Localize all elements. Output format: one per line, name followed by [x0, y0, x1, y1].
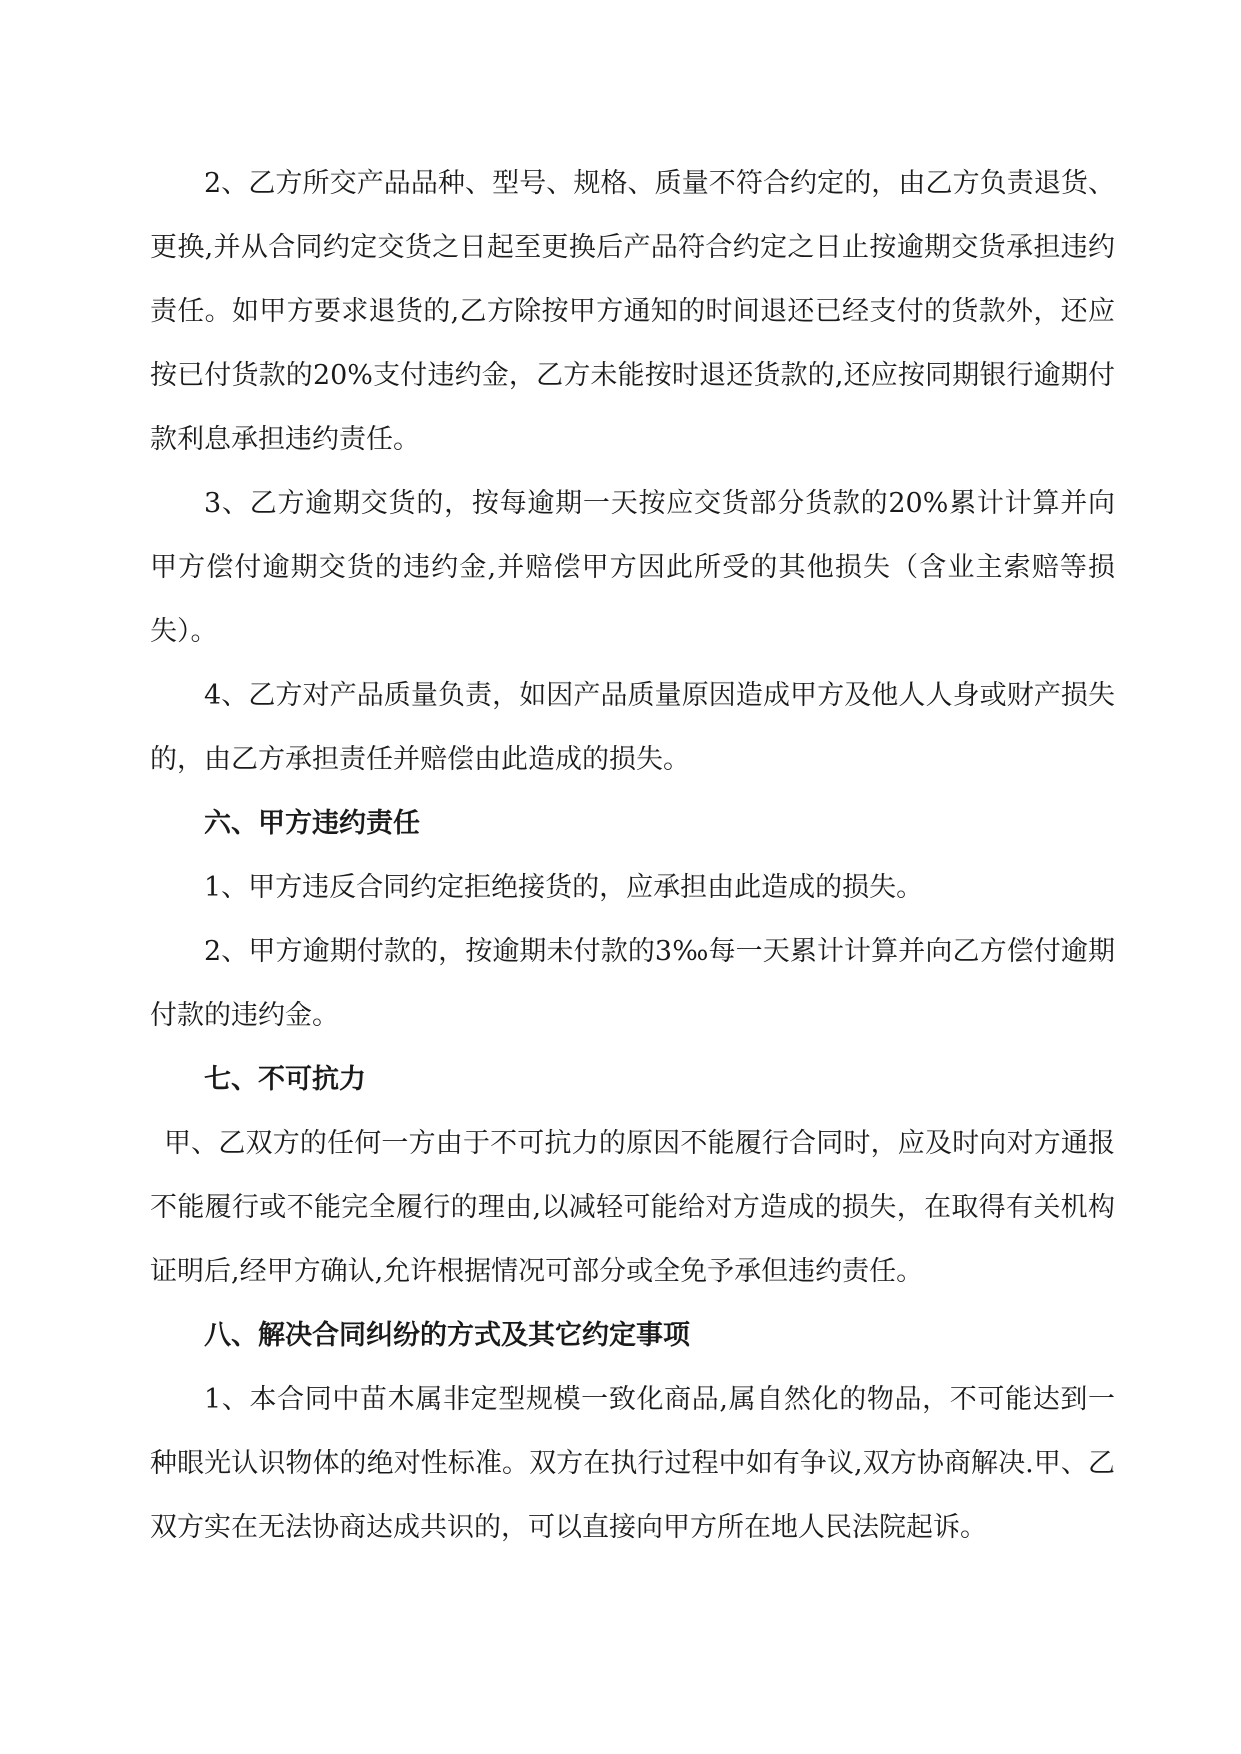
section-heading-7: 七、不可抗力 [204, 1064, 366, 1095]
clause-8-1: 1、本合同中苗木属非定型规模一致化商品,属自然化的物品，不可能达到一种眼光认识物体的绝对性标准。双方在执行过程中如有争议,双方协商解决.甲、乙双方实在无法协商达成共识的，可以直接向甲方所在地人民法院起诉。 [150, 1384, 1115, 1543]
clause-7-body: 甲、乙双方的任何一方由于不可抗力的原因不能履行合同时，应及时向对方通报不能履行或不能完全履行的理由,以减轻可能给对方造成的损失，在取得有关机构证明后,经甲方确认,允许根据情况可部分或全免予承但违约责任。 [150, 1128, 1115, 1287]
document-page [150, 152, 1115, 1560]
clause-5-4: 4、乙方对产品质量负责，如因产品质量原因造成甲方及他人人身或财产损失的，由乙方承担责任并赔偿由此造成的损失。 [150, 680, 1115, 775]
section-heading-8: 八、解决合同纠纷的方式及其它约定事项 [204, 1320, 690, 1351]
clause-6-2: 2、甲方逾期付款的，按逾期未付款的3‰每一天累计计算并向乙方偿付逾期付款的违约金。 [150, 936, 1115, 1031]
section-heading-6: 六、甲方违约责任 [204, 808, 420, 839]
clause-5-2: 2、乙方所交产品品种、型号、规格、质量不符合约定的，由乙方负责退货、更换,并从合同约定交货之日起至更换后产品符合约定之日止按逾期交货承担违约责任。如甲方要求退货的,乙方除按甲方通知的时间退还已经支付的货款外，还应按已付货款的20%支付违约金，乙方未能按时退还货款的,还应按同期银行逾期付款利息承担违约责任。 [150, 168, 1115, 455]
clause-6-1: 1、甲方违反合同约定拒绝接货的，应承担由此造成的损失。 [204, 872, 924, 903]
clause-5-3: 3、乙方逾期交货的，按每逾期一天按应交货部分货款的20%累计计算并向甲方偿付逾期交货的违约金,并赔偿甲方因此所受的其他损失（含业主索赔等损失）。 [150, 488, 1115, 647]
